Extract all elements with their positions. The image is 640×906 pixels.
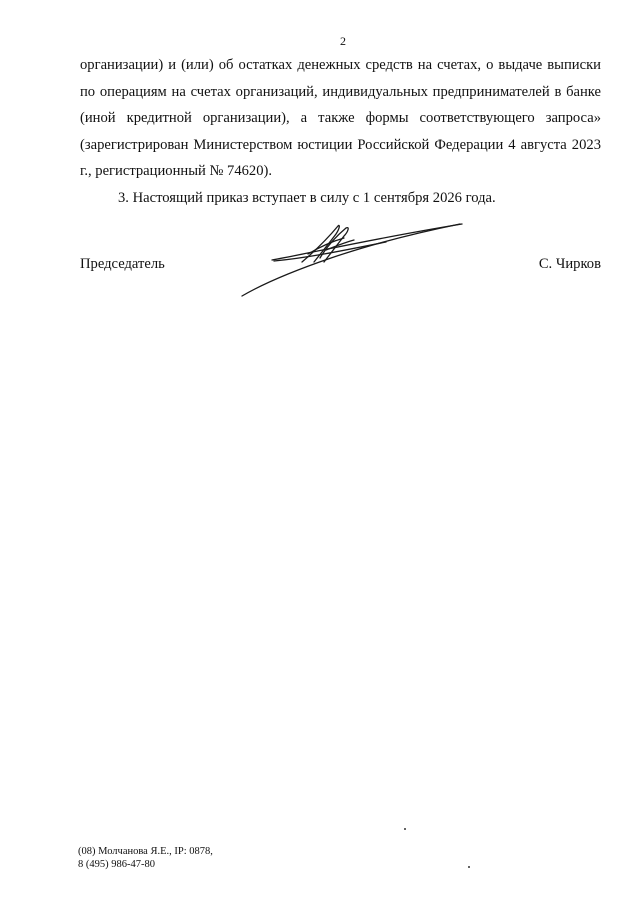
executor-phone-line: 8 (495) 986-47-80 bbox=[78, 859, 155, 870]
paragraph-item-3: 3. Настоящий приказ вступает в силу с 1 сентября 2026 года. bbox=[118, 189, 496, 206]
executor-note bbox=[78, 845, 213, 871]
executor-name-line: (08) Молчанова Я.Е., IP: 0878, bbox=[78, 846, 213, 857]
scan-speck bbox=[404, 828, 406, 830]
paragraph-continuation: организации) и (или) об остатках денежных средств на счетах, о выдаче выписки по операциям на счетах организаций, индивидуальных предпринимателей в банке (иной кредитной организации), а также формы соответствующего запроса» (зарегистрирован Министерством юстиции Российской Федерации 4 августа 2023 г., регистрационный № 74620). bbox=[80, 57, 601, 179]
signature-row bbox=[80, 256, 601, 278]
scan-speck bbox=[468, 866, 470, 868]
signatory-position: Председатель bbox=[80, 256, 165, 272]
signatory-name: С. Чирков bbox=[538, 256, 601, 272]
document-body bbox=[80, 52, 601, 211]
page-number: 2 bbox=[340, 34, 346, 48]
